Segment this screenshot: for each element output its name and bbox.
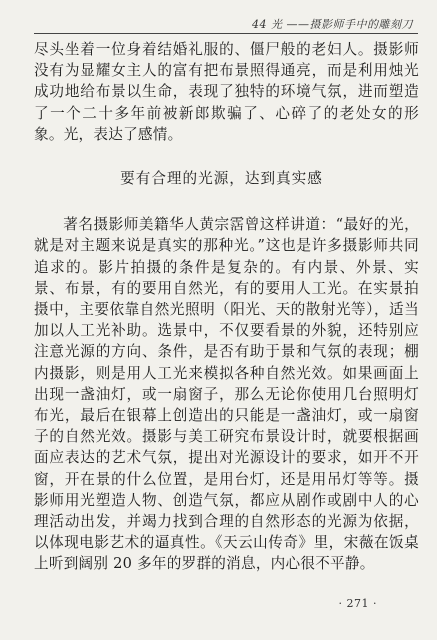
page-body (34, 39, 419, 575)
paragraph-2: 著名摄影师美籍华人黄宗霑曾这样讲道：“最好的光，就是对主题来说是真实的那种光。”这也是许多摄影师共同追求的。影片拍摄的条件是复杂的。有内景、外景、实景、布景，有的要用自然光，有的要用人工光。在实景拍摄中，主要依靠自然光照明（阳光、天的散射光等），适当加以人工光补助。选景中，不仅要看景的外貌，还特别应注意光源的方向、条件，是否有助于景和气氛的表现；棚内摄影，则是用人工光来模拟各种自然光效。如果画面上出现一盏油灯，或一扇窗子，那么无论你使用几台照明灯布光，最后在银幕上创造出的只能是一盏油灯，或一扇窗子的自然光效。摄影与美工研究布景设计时，就要根据画面应表达的艺术气氛，提出对光源设计的要求，如开不开窗，开在景的什么位置，是用台灯，还是用吊灯等等。摄影师用光塑造人物、创造气氛，都应从剧作或剧中人的心理活动出发，并竭力找到合理的自然形态的光源为依据，以体现电影艺术的逼真性。《天云山传奇》里，宋薇在饭桌上听到阔别 20 多年的罗群的消息，内心很不平静。 (34, 216, 419, 573)
page-number: · 271 · (338, 597, 377, 610)
running-head: 44 光 ——摄影师手中的雕刻刀 (252, 18, 413, 31)
section-heading: 要有合理的光源，达到真实感 (120, 170, 323, 188)
paragraph-1: 尽头坐着一位身着结婚礼服的、僵尸般的老妇人。摄影师没有为显耀女主人的富有把布景照得通亮，而是利用烛光成功地给布景以生命，表现了独特的环境气氛，进而塑造了一个二十多年前被新郎欺骗了、心碎了的老处女的形象。光，表达了感情。 (34, 41, 419, 143)
header-rule (34, 33, 418, 34)
